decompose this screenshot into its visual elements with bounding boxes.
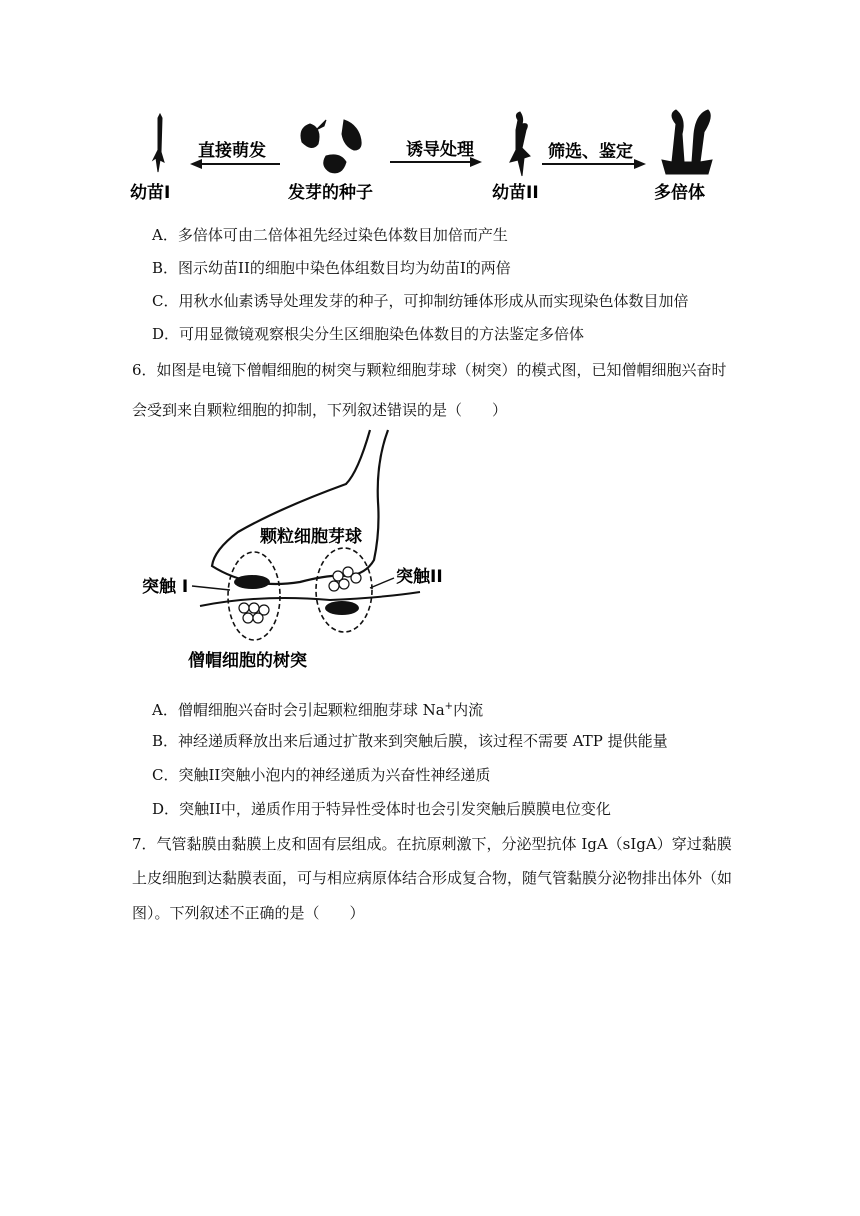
arrow-screening-label: 筛选、鉴定: [548, 142, 633, 162]
mitral-dendrite-line: [200, 592, 420, 606]
synapse-1-vesicles: [239, 603, 269, 623]
polyploid-plant-drawing: [662, 110, 712, 174]
synapse-1-density: [234, 575, 270, 589]
seedling-2-drawing: [510, 112, 530, 176]
germinating-seeds-drawing: [301, 120, 361, 173]
q6-option-a-superscript: +: [444, 701, 454, 712]
q6-option-a-text: A．僧帽细胞兴奋时会引起颗粒细胞芽球 Na: [152, 701, 445, 719]
q6-option-b: B．神经递质释放出来后通过扩散来到突触后膜，该过程不需要 ATP 提供能量: [152, 732, 668, 750]
q6-option-d: D．突触II中，递质作用于特异性受体时也会引发突触后膜膜电位变化: [152, 800, 611, 818]
synapse-2-density: [325, 601, 359, 615]
q5-option-c: C．用秋水仙素诱导处理发芽的种子，可抑制纺锤体形成从而实现染色体数目加倍: [152, 292, 689, 310]
q7-stem-line2: 上皮细胞到达黏膜表面，可与相应病原体结合形成复合物，随气管黏膜分泌物排出体外（如: [132, 869, 733, 887]
synapse-2-circle: [316, 548, 372, 632]
q5-option-a: A．多倍体可由二倍体祖先经过染色体数目加倍而产生: [152, 226, 508, 244]
q6-option-c: C．突触II突触小泡内的神经递质为兴奋性神经递质: [152, 766, 491, 784]
germinating-seed-label: 发芽的种子: [288, 183, 373, 203]
synapse-1-circle: [228, 552, 280, 640]
synapse-2-leader: [370, 578, 394, 588]
polyploid-breeding-figure: [120, 100, 740, 215]
q7-stem-line3: 图）。下列叙述不正确的是（ ）: [132, 904, 365, 922]
synapse-1-leader: [192, 586, 230, 590]
mitral-dendrite-label: 僧帽细胞的树突: [188, 651, 307, 671]
polyploid-label: 多倍体: [654, 183, 705, 203]
synapse-2-vesicles: [329, 567, 361, 591]
arrow-direct-label: 直接萌发: [198, 141, 266, 161]
seedling-2-label: 幼苗II: [492, 183, 539, 203]
q6-stem-line2: 会受到来自颗粒细胞的抑制，下列叙述错误的是（ ）: [132, 401, 508, 419]
q5-option-d: D．可用显微镜观察根尖分生区细胞染色体数目的方法鉴定多倍体: [152, 325, 585, 343]
q6-stem-line1: 6．如图是电镜下僧帽细胞的树突与颗粒细胞芽球（树突）的模式图，已知僧帽细胞兴奋时: [132, 361, 727, 379]
seedling-1-label: 幼苗I: [130, 183, 171, 203]
synapse-1-label: 突触 I: [142, 577, 189, 597]
arrow-induction-label: 诱导处理: [406, 140, 474, 160]
q7-stem-line1: 7．气管黏膜由黏膜上皮和固有层组成。在抗原刺激下，分泌型抗体 IgA（sIgA）穿过黏膜: [132, 835, 732, 853]
seedling-1-drawing: [153, 114, 164, 172]
q5-option-b: B．图示幼苗II的细胞中染色体组数目均为幼苗I的两倍: [152, 259, 511, 277]
synapse-figure: [130, 422, 470, 680]
granule-cell-bud-label: 颗粒细胞芽球: [260, 527, 362, 547]
synapse-2-label: 突触II: [396, 567, 443, 587]
q6-option-a: [152, 697, 483, 720]
q6-option-a-text-end: 内流: [453, 701, 484, 719]
